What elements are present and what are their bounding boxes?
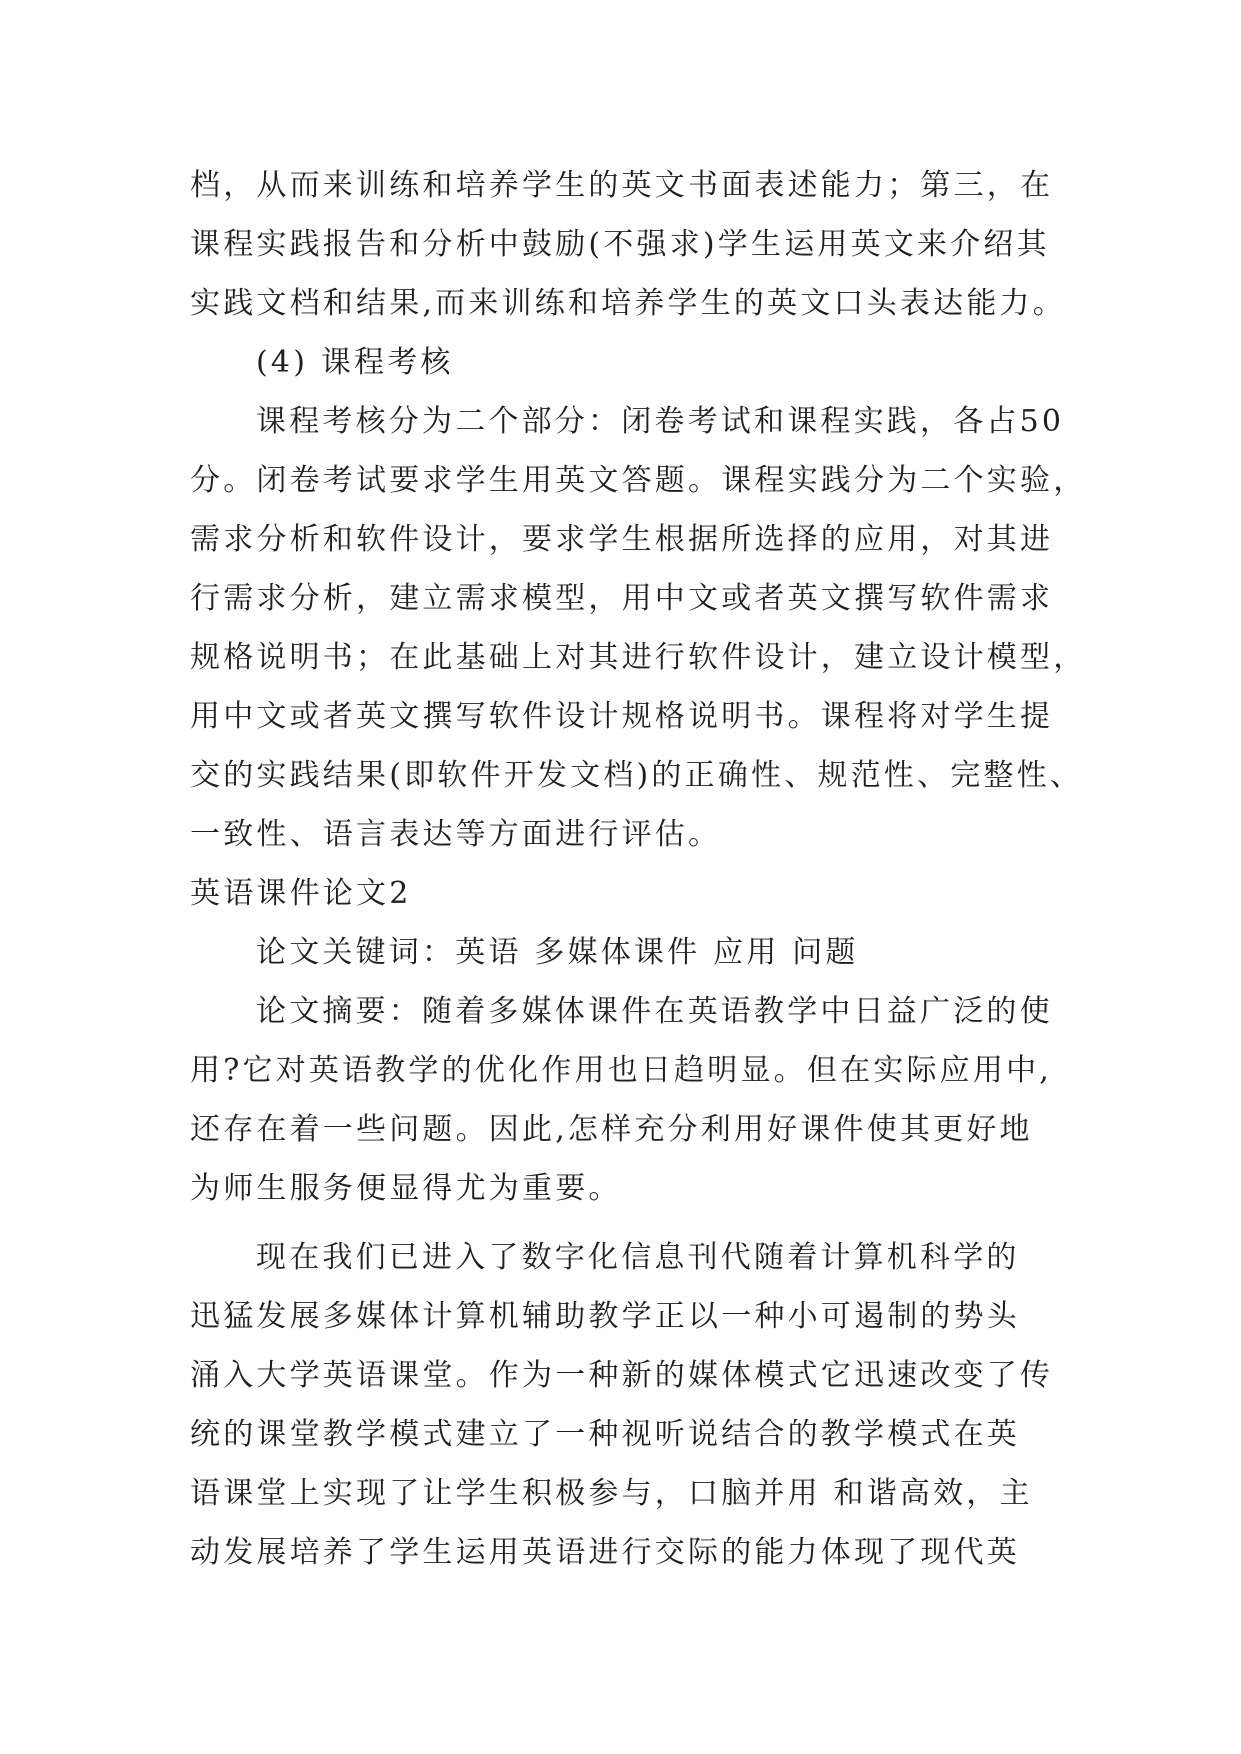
abstract-line: 论文摘要：随着多媒体课件在英语教学中日益广泛的使: [256, 994, 1053, 1029]
paragraph-line: 课程考核分为二个部分：闭卷考试和课程实践，各占50: [256, 404, 1065, 439]
abstract-line: 为师生服务便显得尤为重要。: [190, 1171, 622, 1206]
paragraph-line: 课程实践报告和分析中鼓励(不强求)学生运用英文来介绍其: [190, 227, 1050, 262]
paragraph-line: 一致性、语言表达等方面进行评估。: [190, 817, 722, 852]
paragraph-line: 实践文档和结果,而来训练和培养学生的英文口头表达能力。: [190, 286, 1066, 321]
paragraph-line: 动发展培养了学生运用英语进行交际的能力体现了现代英: [190, 1535, 1020, 1570]
paragraph-line: 语课堂上实现了让学生积极参与，口脑并用 和谐高效，主: [190, 1476, 1033, 1511]
abstract-line: 还存在着一些问题。因此,怎样充分利用好课件使其更好地: [190, 1112, 1033, 1147]
paragraph-line: 现在我们已进入了数字化信息刊代随着计算机科学的: [256, 1240, 1020, 1275]
abstract-line: 用?它对英语教学的优化作用也日趋明显。但在实际应用中,: [190, 1053, 1053, 1088]
paragraph-line: 行需求分析，建立需求模型，用中文或者英文撰写软件需求: [190, 581, 1054, 616]
paragraph-line: 统的课堂教学模式建立了一种视听说结合的教学模式在英: [190, 1417, 1020, 1452]
paragraph-line: 分。闭卷考试要求学生用英文答题。课程实践分为二个实验，: [190, 463, 1087, 498]
paragraph-line: 涌入大学英语课堂。作为一种新的媒体模式它迅速改变了传: [190, 1358, 1054, 1393]
section-heading: (4) 课程考核: [256, 345, 454, 380]
paragraph-line: 档，从而来训练和培养学生的英文书面表述能力；第三，在: [190, 168, 1054, 203]
paragraph-line: 迅猛发展多媒体计算机辅助教学正以一种小可遏制的势头: [190, 1299, 1020, 1334]
paragraph-line: 交的实践结果(即软件开发文档)的正确性、规范性、完整性、: [190, 758, 1084, 793]
keywords-line: 论文关键词：英语 多媒体课件 应用 问题: [256, 935, 859, 970]
paragraph-line: 用中文或者英文撰写软件设计规格说明书。课程将对学生提: [190, 699, 1054, 734]
paragraph-line: 需求分析和软件设计，要求学生根据所选择的应用，对其进: [190, 522, 1054, 557]
article-title: 英语课件论文2: [190, 876, 412, 911]
paragraph-line: 规格说明书；在此基础上对其进行软件设计，建立设计模型，: [190, 640, 1087, 675]
